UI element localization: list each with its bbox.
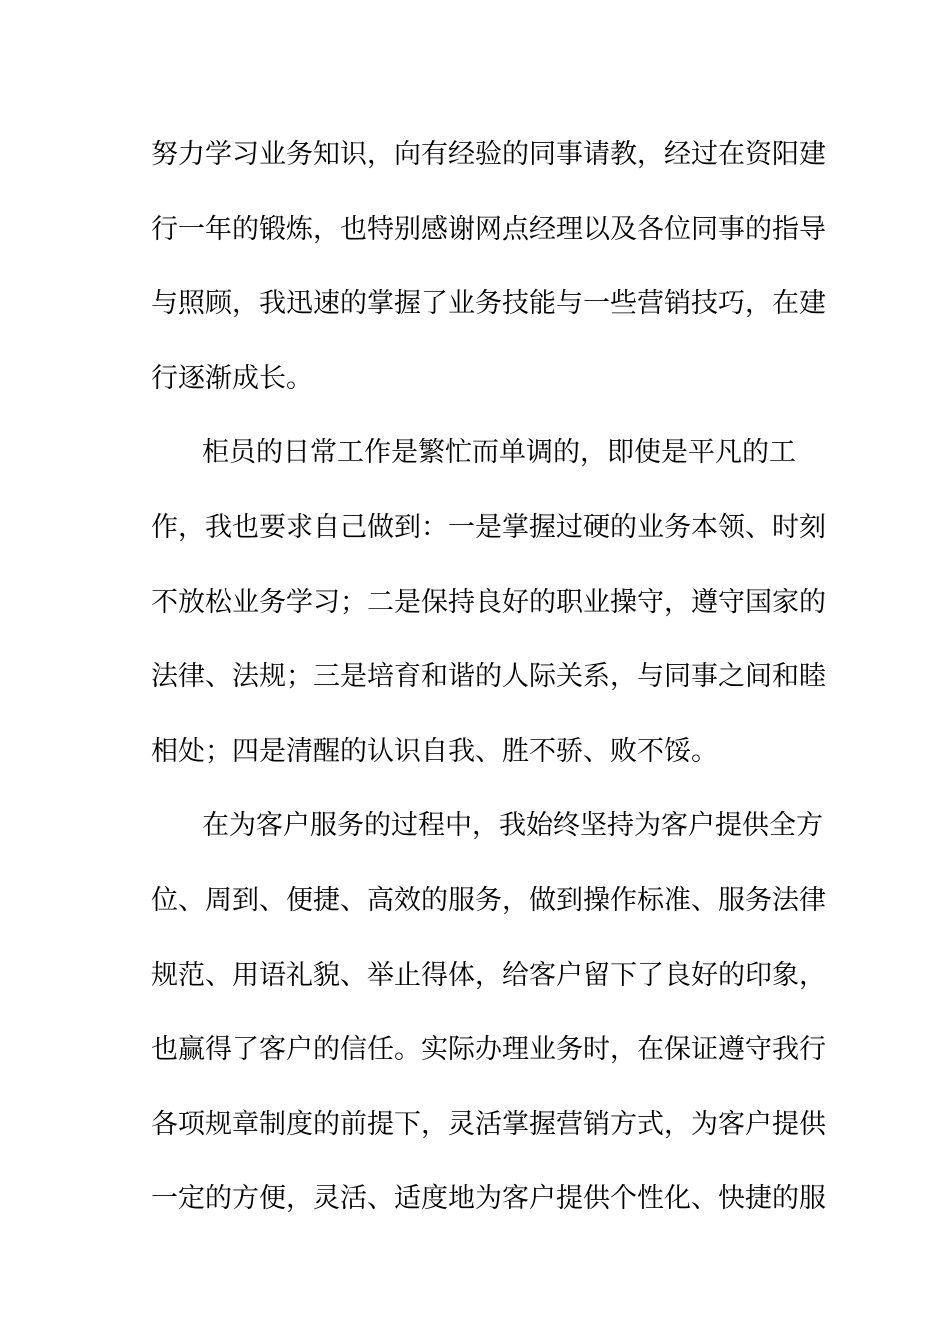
paragraph-start-line: 柜员的日常工作是繁忙而单调的，即使是平凡的工 (202, 437, 796, 469)
text-line: 各项规章制度的前提下，灵活掌握营销方式，为客户提供 (151, 1108, 826, 1140)
body-text (151, 126, 826, 1245)
text-line: 行逐渐成长。 (151, 362, 313, 394)
text-line: 一定的方便，灵活、适度地为客户提供个性化、快捷的服 (151, 1183, 826, 1215)
text-line: 相处；四是清醒的认识自我、胜不骄、败不馁。 (151, 735, 718, 767)
paragraph-start-line: 在为客户服务的过程中，我始终坚持为客户提供全方 (202, 810, 823, 842)
text-line: 法律、法规；三是培育和谐的人际关系，与同事之间和睦 (151, 661, 826, 693)
text-line: 规范、用语礼貌、举止得体，给客户留下了良好的印象， (151, 959, 826, 991)
text-line: 不放松业务学习；二是保持良好的职业操守，遵守国家的 (151, 586, 826, 618)
text-line: 也赢得了客户的信任。实际办理业务时，在保证遵守我行 (151, 1034, 826, 1066)
text-line: 行一年的锻炼，也特别感谢网点经理以及各位同事的指导 (151, 213, 826, 245)
text-line: 位、周到、便捷、高效的服务，做到操作标准、服务法律 (151, 884, 826, 916)
text-line: 努力学习业务知识，向有经验的同事请教，经过在资阳建 (151, 139, 826, 170)
text-line: 与照顾，我迅速的掌握了业务技能与一些营销技巧，在建 (151, 288, 826, 320)
text-line: 作，我也要求自己做到：一是掌握过硬的业务本领、时刻 (151, 511, 826, 543)
